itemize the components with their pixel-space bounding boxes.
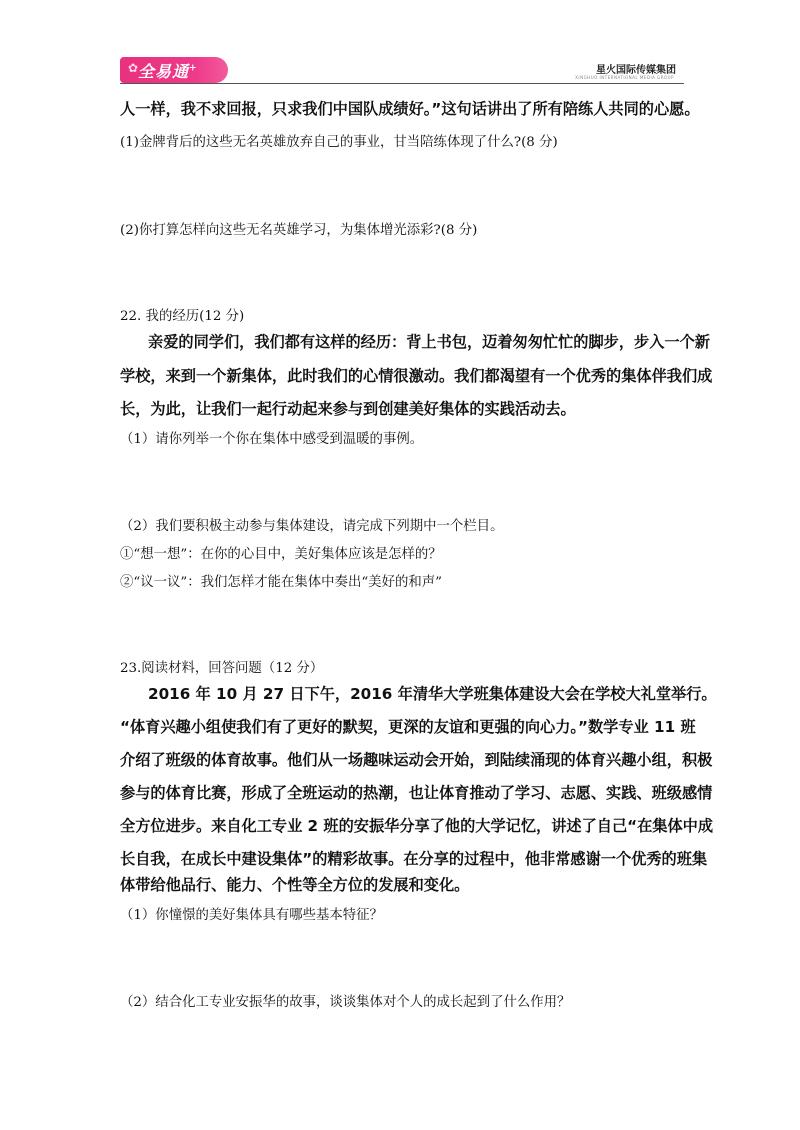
q23-subquestion-1: （1）你憧憬的美好集体具有哪些基本特征？ (120, 908, 383, 923)
q22-paragraph-line: 亲爱的同学们，我们都有这样的经历：背上书包，迈着匆匆忙忙的脚步，步入一个新 (148, 333, 710, 351)
q22-paragraph-line: 学校，来到一个新集体，此时我们的心情很激动。我们都渴望有一个优秀的集体伴我们成 (120, 367, 713, 385)
q23-paragraph-line: “体育兴趣小组使我们有了更好的默契，更深的友谊和更强的向心力。”数学专业 11 班 (120, 718, 696, 736)
q21-subquestion-1: (1)金牌背后的这些无名英雄放弃自己的事业，甘当陪练体现了什么?(8 分) (120, 135, 558, 150)
q22-option-1: ①“想一想”：在你的心目中，美好集体应该是怎样的？ (120, 547, 442, 562)
q21-continuation: 人一样，我不求回报，只求我们中国队成绩好。”这句话讲出了所有陪练人共同的心愿。 (120, 100, 700, 118)
company-name: 星火国际传媒集团 (596, 65, 676, 76)
page-header (120, 55, 684, 87)
q23-subquestion-2: （2）结合化工专业安振华的故事，谈谈集体对个人的成长起到了什么作用？ (120, 995, 571, 1010)
q23-paragraph-line: 全方位进步。来自化工专业 2 班的安振华分享了他的大学记忆，讲述了自己“在集体中成 (120, 817, 714, 835)
logo (120, 57, 228, 83)
q22-option-2: ②“议一议”：我们怎样才能在集体中奏出“美好的和声” (120, 575, 442, 590)
q23-paragraph-line: 介绍了班级的体育故事。他们从一场趣味运动会开始，到陆续涌现的体育兴趣小组，积极 (120, 751, 713, 769)
q21-subquestion-2: (2)你打算怎样向这些无名英雄学习，为集体增光添彩?(8 分) (120, 223, 478, 238)
q23-title: 23.阅读材料，回答问题（12 分） (120, 661, 324, 676)
q23-paragraph-line: 长自我，在成长中建设集体”的精彩故事。在分享的过程中，他非常感谢一个优秀的班集 (120, 850, 708, 868)
q23-paragraph-line: 参与的体育比赛，形成了全班运动的热潮，也让体育推动了学习、志愿、实践、班级感情 (120, 784, 713, 802)
q22-subquestion-1: （1）请你列举一个你在集体中感受到温暖的事例。 (120, 432, 424, 447)
q22-title: 22. 我的经历(12 分) (120, 309, 245, 324)
company-subtitle: XINGHUO INTERNATIONAL MEDIA GROUP (575, 75, 674, 80)
logo-text: 全易通+ (138, 62, 198, 81)
q22-subquestion-2: （2）我们要积极主动参与集体建设，请完成下列期中一个栏目。 (120, 519, 504, 534)
logo-swirl-icon: ✿ (128, 61, 139, 75)
q23-paragraph-line: 2016 年 10 月 27 日下午，2016 年清华大学班集体建设大会在学校大礼堂举行。 (148, 685, 717, 703)
header-rule (120, 83, 684, 84)
q23-paragraph-line: 体带给他品行、能力、个性等全方位的发展和变化。 (120, 876, 470, 894)
q22-paragraph-line: 长，为此，让我们一起行动起来参与到创建美好集体的实践活动去。 (120, 400, 576, 418)
